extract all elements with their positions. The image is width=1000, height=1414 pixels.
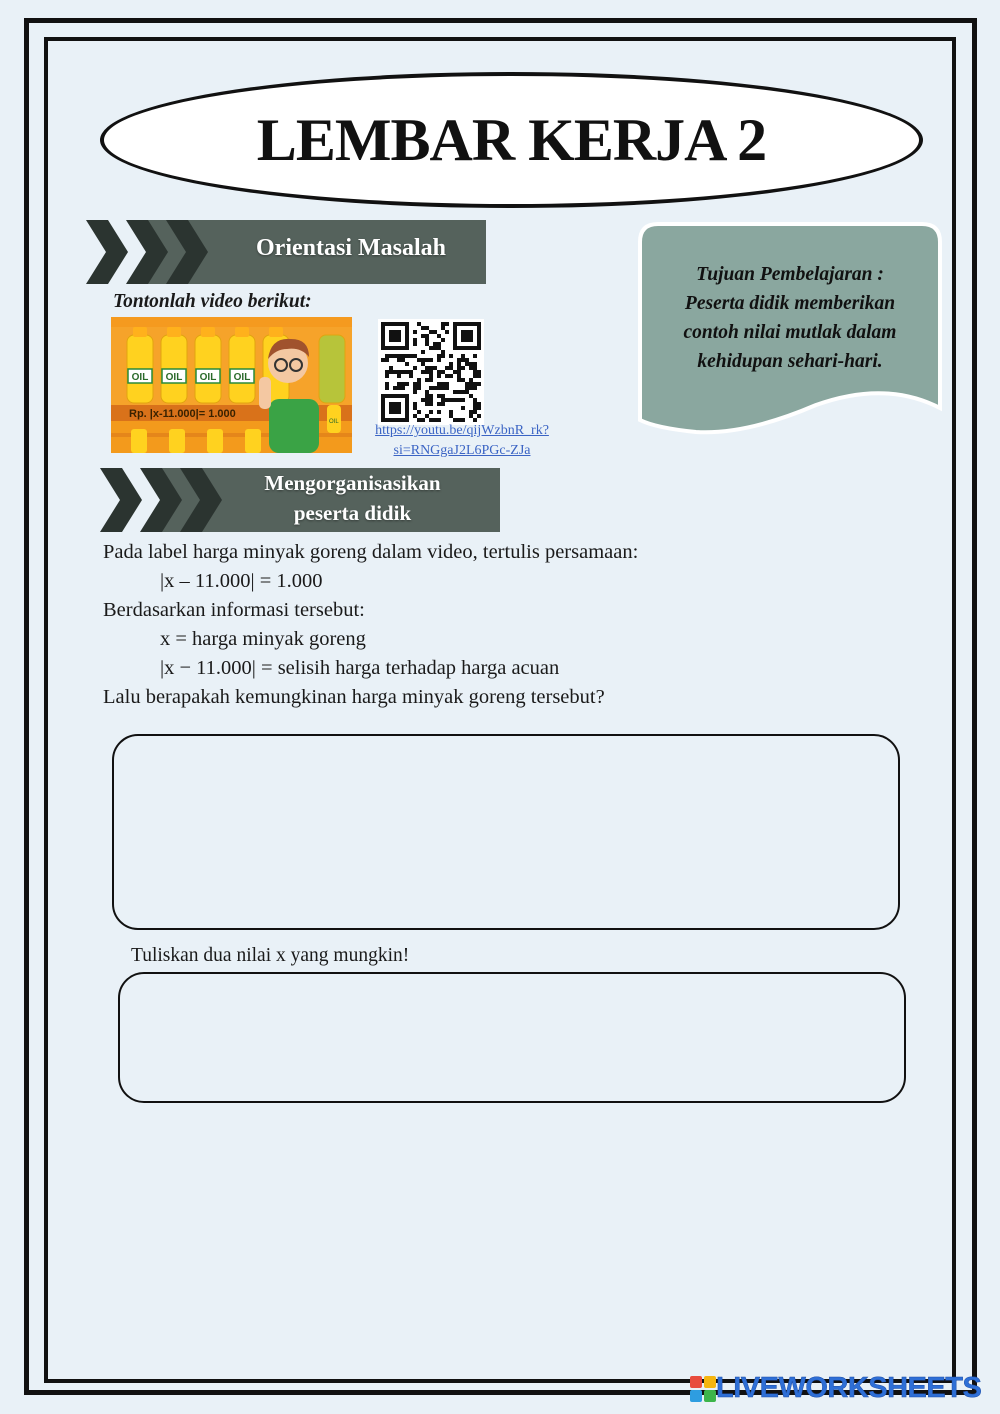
intro-text: Pada label harga minyak goreng dalam video, tertulis persamaan: <box>103 541 639 563</box>
qr-code[interactable] <box>378 319 484 425</box>
bottle-label: OIL <box>199 372 217 383</box>
organize-title <box>230 468 475 528</box>
goal-text <box>658 260 922 376</box>
page-title: LEMBAR KERJA 2 <box>256 106 767 173</box>
info-heading: Berdasarkan informasi tersebut: <box>103 599 365 621</box>
question-text: Lalu berapakah kemungkinan harga minyak goreng tersebut? <box>103 686 605 708</box>
bottle-label: OIL <box>165 372 183 383</box>
svg-text:OIL: OIL <box>329 419 339 425</box>
goal-heading: Tujuan Pembelajaran : <box>696 264 884 285</box>
organize-banner <box>100 468 500 532</box>
liveworksheets-logo <box>690 1372 981 1405</box>
goal-line: contoh nilai mutlak dalam <box>683 322 897 343</box>
link-line[interactable]: si=RNGgaJ2L6PGc-ZJa <box>393 443 531 458</box>
definition-x: x = harga minyak goreng <box>160 628 366 650</box>
equation-text: |x – 11.000| = 1.000 <box>160 570 323 592</box>
video-instruction: Tontonlah video berikut: <box>113 291 312 312</box>
bottle-label: OIL <box>233 372 251 383</box>
orientation-title: Orientasi Masalah <box>256 235 446 261</box>
answer-box-1[interactable] <box>112 734 900 930</box>
logo-text: LIVEWORKSHEETS <box>716 1372 982 1404</box>
orientation-banner <box>86 220 486 284</box>
definition-abs: |x − 11.000| = selisih harga terhadap harga acuan <box>160 657 560 679</box>
organize-title-line: peserta didik <box>293 501 412 525</box>
goal-line: Peserta didik memberikan <box>684 293 896 314</box>
link-line[interactable]: https://youtu.be/qijWzbnR_rk? <box>375 423 549 438</box>
answer-box-2[interactable] <box>118 972 906 1103</box>
title-oval <box>100 72 923 208</box>
price-label: Rp. |x-11.000|= 1.000 <box>129 408 236 420</box>
organize-title-line: Mengorganisasikan <box>264 471 441 495</box>
liveworksheets-icon <box>690 1376 716 1402</box>
video-link[interactable] <box>362 421 562 461</box>
goal-line: kehidupan sehari-hari. <box>697 351 883 372</box>
prompt-two-values: Tuliskan dua nilai x yang mungkin! <box>131 945 410 966</box>
video-thumbnail[interactable] <box>111 317 352 453</box>
bottle-label: OIL <box>131 372 149 383</box>
learning-goal-box <box>636 220 944 442</box>
